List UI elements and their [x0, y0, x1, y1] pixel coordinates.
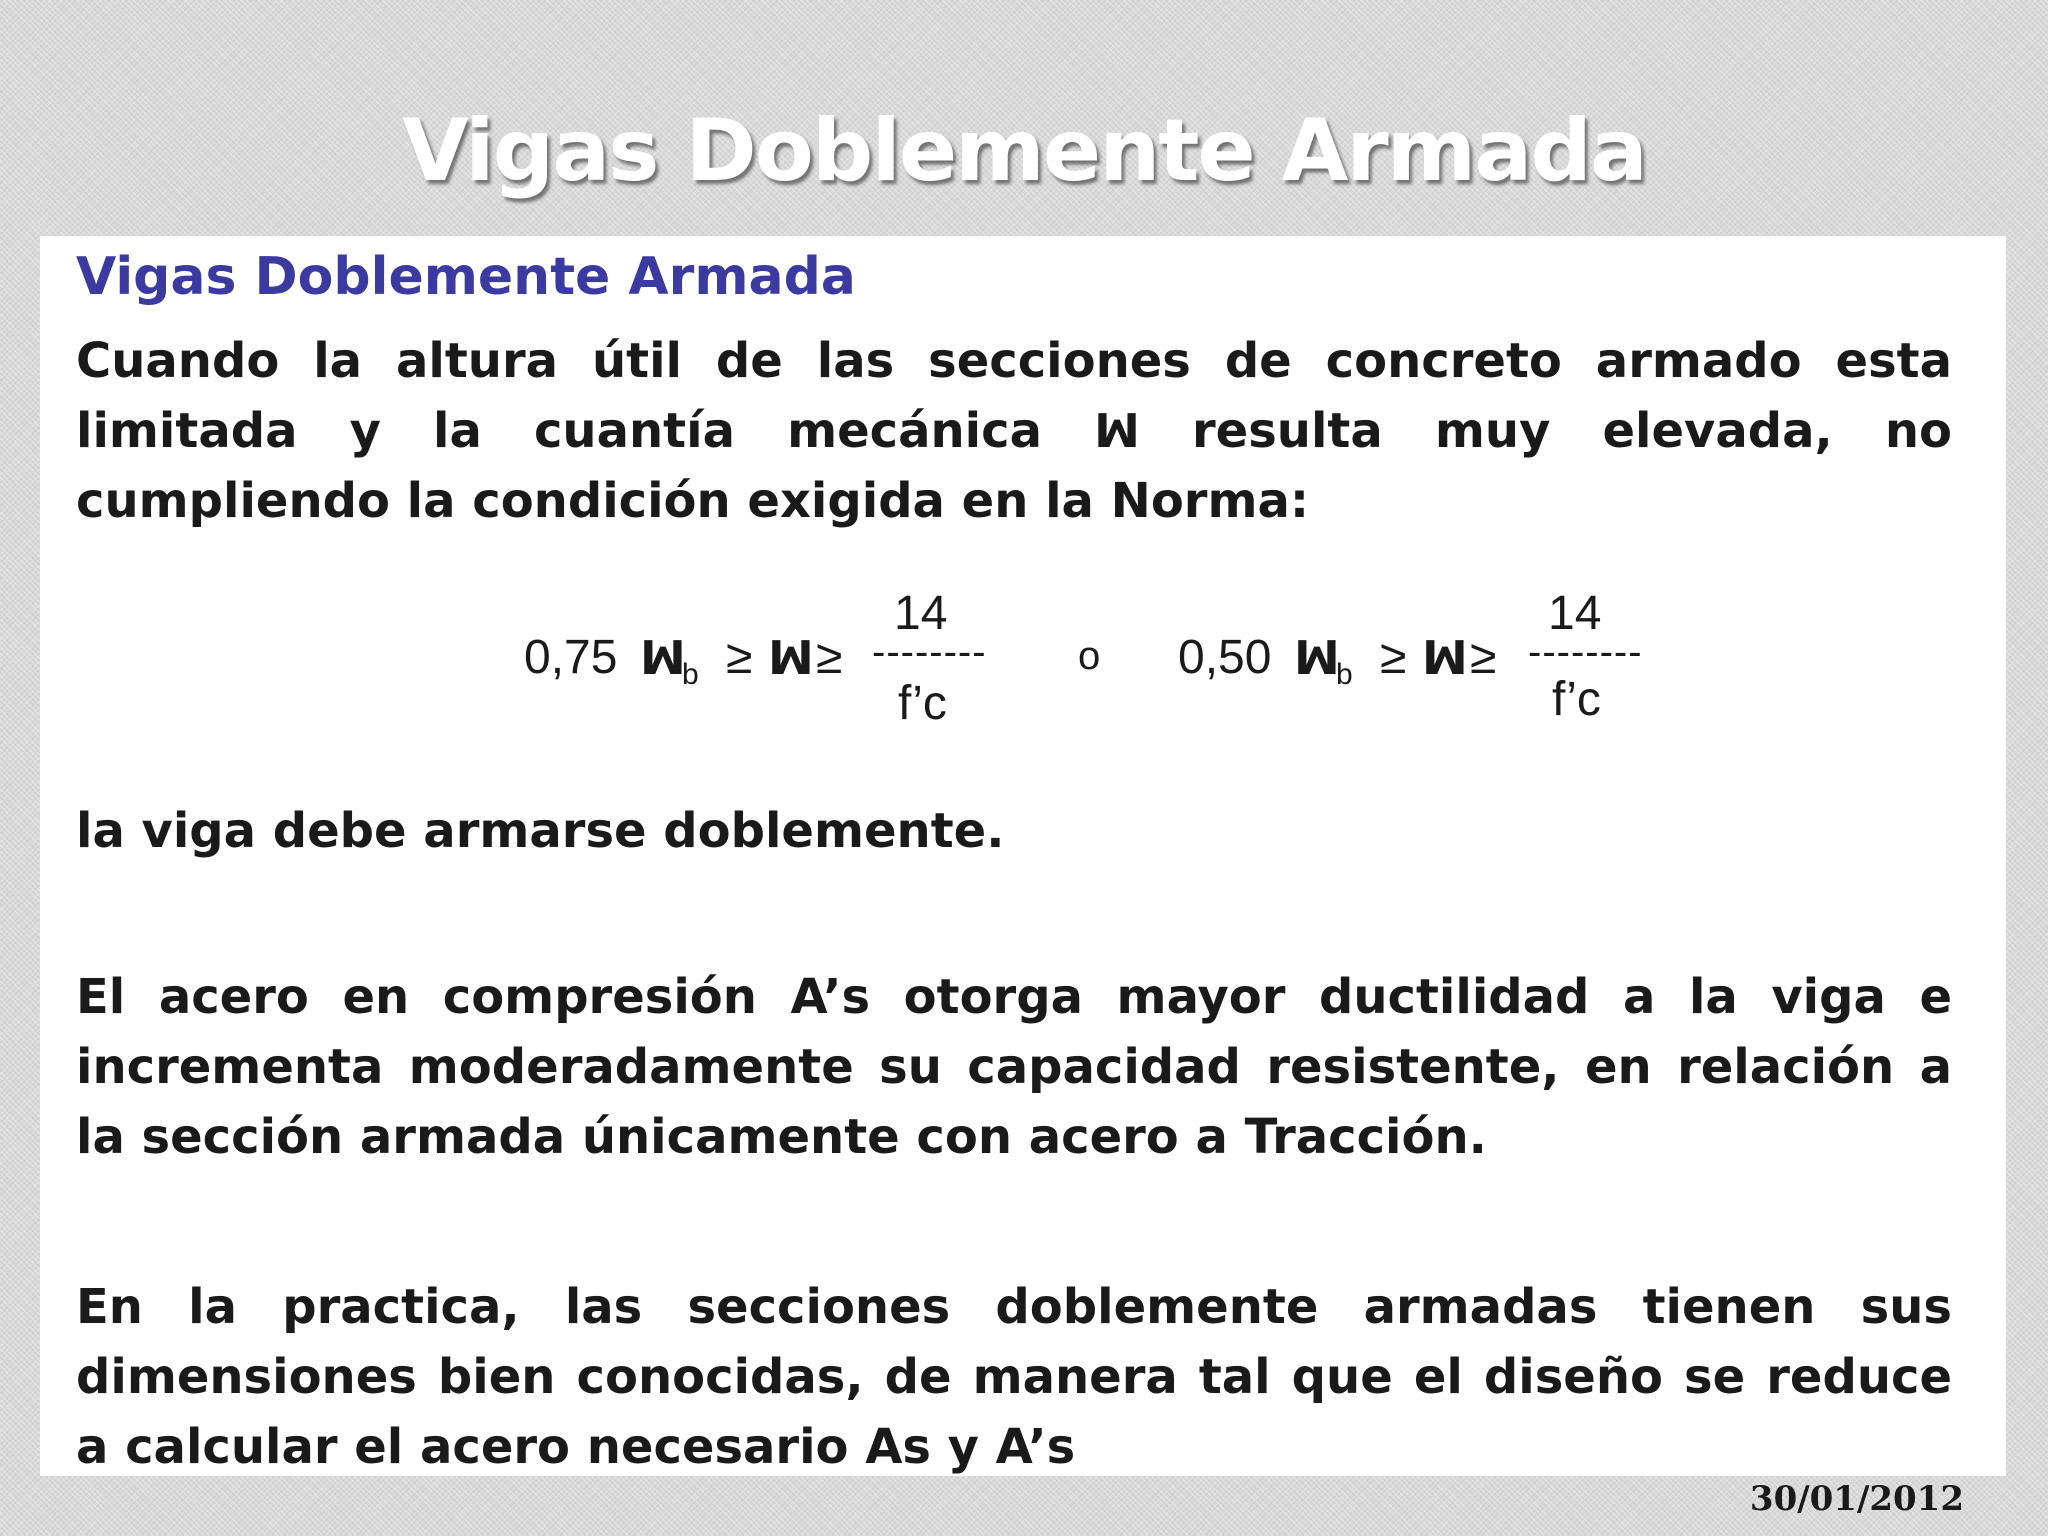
intro-paragraph — [76, 326, 1952, 536]
slide-date: 30/01/2012 — [1749, 1479, 1964, 1519]
formula-right-denominator: f’c — [1552, 673, 1601, 726]
conclusion-paragraph: la viga debe armarse doblemente. — [76, 803, 1005, 859]
formula-left-ge-1: ≥ — [726, 631, 753, 684]
formula-left-denominator: f’c — [898, 677, 947, 730]
formula-left-fraction-line: -------- — [872, 630, 987, 674]
formula-connector: o — [1078, 634, 1101, 678]
formula-right-omega-b: ꟽ — [1294, 631, 1340, 685]
formula-right-coefficient: 0,50 — [1178, 631, 1272, 684]
slide-title: Vigas Doblemente Armada — [402, 101, 1646, 201]
formula-left-omega-b: ꟽ — [640, 631, 686, 685]
content-panel — [40, 236, 2006, 1476]
formula-left-numerator: 14 — [894, 587, 948, 640]
compression-steel-paragraph: El acero en compresión A’s otorga mayor ductilidad a la viga e incrementa moderadamente su capacidad resistente, en relación a la sección armada únicamente con acero a Tracción. — [76, 969, 1952, 1165]
formula-left-ge-2: ≥ — [816, 631, 843, 684]
formula-right-subscript: b — [1336, 658, 1353, 691]
formula-right-ge-2: ≥ — [1470, 631, 1497, 684]
formula-left-subscript: b — [682, 658, 699, 691]
norm-condition-formula — [40, 587, 2006, 730]
formula-right-fraction-line: -------- — [1528, 630, 1643, 674]
practice-paragraph: En la practica, las secciones doblemente armadas tienen sus dimensiones bien conocidas, de manera tal que el diseño se reduce a calcular el acero necesario As y A’s — [76, 1279, 1952, 1475]
section-heading: Vigas Doblemente Armada — [76, 247, 856, 307]
omega-symbol: ꟽ — [1094, 404, 1140, 458]
formula-right-omega: ꟽ — [1422, 631, 1468, 685]
formula-left-omega: ꟽ — [768, 631, 814, 685]
formula-left-coefficient: 0,75 — [524, 631, 618, 684]
intro-text-after: resulta muy elevada, no cumpliendo la condición exigida en la Norma: — [76, 403, 1952, 529]
intro-text-before: Cuando la altura útil de las secciones de concreto armado esta limitada y la cuantía mecánica — [76, 333, 1952, 459]
formula-right-numerator: 14 — [1548, 587, 1602, 640]
formula-right-ge-1: ≥ — [1380, 631, 1407, 684]
